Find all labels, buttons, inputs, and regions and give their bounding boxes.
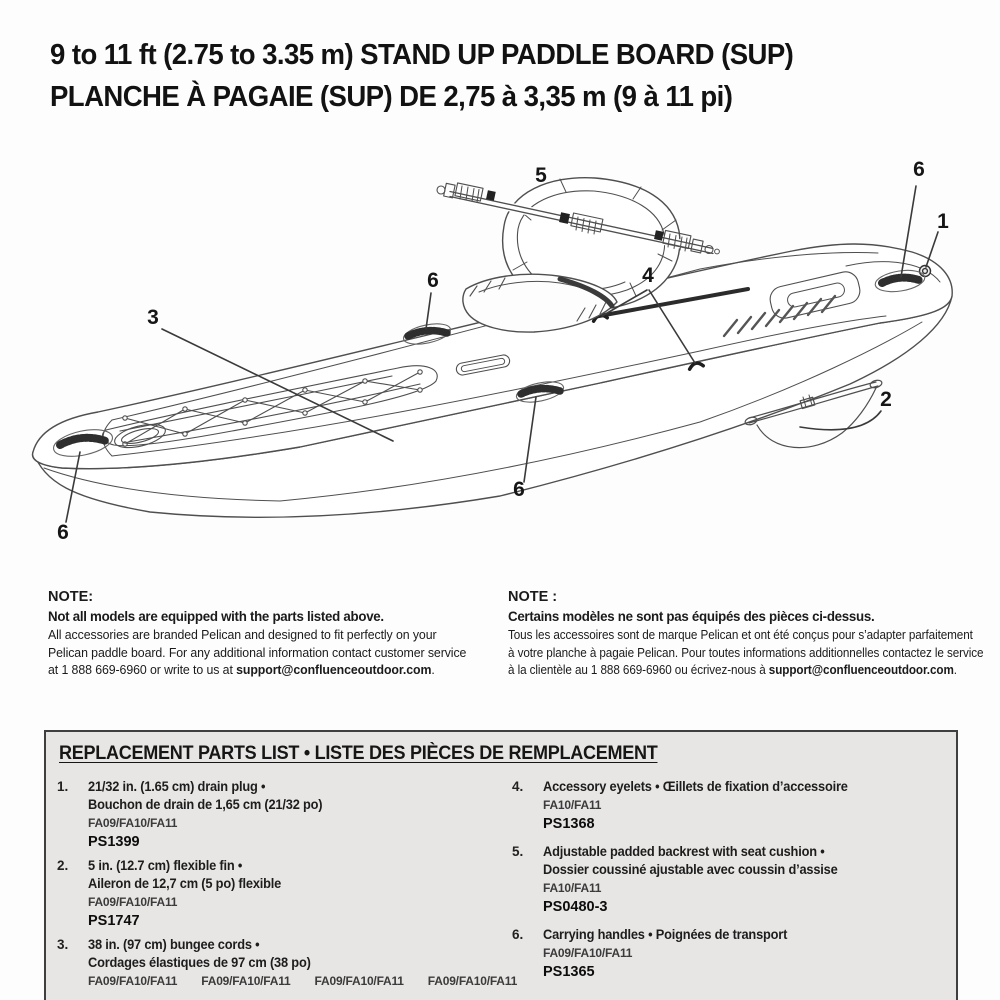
part-models: FA09/FA10/FA11: [88, 974, 178, 988]
parts-column-left: [57, 778, 518, 995]
note-fr: [508, 588, 984, 679]
callout-6-tail: 6: [57, 521, 69, 544]
part-models: FA09/FA10/FA11: [201, 974, 291, 988]
part-number-label: 5.: [512, 844, 524, 859]
part-models-row: [88, 972, 517, 990]
part-models: FA09/FA10/FA11: [314, 974, 404, 988]
parts-list-box: [44, 730, 958, 1000]
part-name-fr: Aileron de 12,7 cm (5 po) flexible: [88, 876, 282, 891]
part-item-6: [512, 926, 946, 982]
title-line-en: 9 to 11 ft (2.75 to 3.35 m) STAND UP PADDLE BOARD (SUP): [50, 39, 794, 71]
title-line-fr: PLANCHE À PAGAIE (SUP) DE 2,75 à 3,35 m (9 à 11 pi): [50, 81, 733, 113]
part-item-4: [512, 778, 946, 834]
part-models: FA10/FA11: [543, 881, 602, 895]
part-number-label: 2.: [57, 858, 69, 873]
part-name-en: Adjustable padded backrest with seat cushion •: [543, 844, 825, 859]
parts-list-header: REPLACEMENT PARTS LIST • LISTE DES PIÈCES DE REMPLACEMENT: [59, 743, 658, 764]
part-name-fr: Cordages élastiques de 97 cm (38 po): [88, 955, 311, 970]
diagram-area: [0, 130, 1000, 600]
note-fr-emphasis: Certains modèles ne sont pas équipés des pièces ci-dessus.: [508, 608, 875, 624]
page-title: [50, 34, 832, 118]
part-name-fr: Bouchon de drain de 1,65 cm (21/32 po): [88, 797, 323, 812]
note-fr-email: support@confluenceoutdoor.com: [768, 662, 954, 677]
part-name-fr: Dossier coussiné ajustable avec coussin d’assise: [543, 862, 838, 877]
callout-6-left-rail: 6: [427, 269, 439, 292]
part-code: PS1399: [88, 834, 140, 850]
note-en-email: support@confluenceoutdoor.com: [236, 662, 432, 677]
callout-1: 1: [937, 210, 949, 233]
part-item-1: [57, 778, 503, 852]
note-fr-heading: NOTE :: [508, 589, 558, 605]
note-en: [48, 588, 488, 679]
callout-3: 3: [147, 306, 159, 329]
part-name-en: 21/32 in. (1.65 cm) drain plug •: [88, 779, 266, 794]
part-code: PS1365: [543, 964, 595, 980]
part-name-en: 5 in. (12.7 cm) flexible fin •: [88, 858, 243, 873]
part-code: PS1747: [88, 913, 140, 929]
callout-6-nose: 6: [913, 158, 925, 181]
part-number-label: 1.: [57, 779, 69, 794]
part-name-en: Accessory eyelets • Œillets de fixation d’accessoire: [543, 779, 848, 794]
note-fr-body-line2: à votre planche à pagaie Pelican. Pour toutes informations additionnelles contactez le service: [508, 644, 984, 660]
note-en-body-line1: All accessories are branded Pelican and designed to fit perfectly on your: [48, 627, 437, 642]
part-code: PS0480-3: [543, 899, 608, 915]
drain-plug-part: [920, 266, 931, 277]
part-models: FA09/FA10/FA11: [543, 946, 633, 960]
part-number-label: 6.: [512, 927, 524, 942]
part-item-3: [57, 936, 518, 990]
note-en-body-line3: at 1 888 669-6960 or write to us at support@confluenceoutdoor.com.: [48, 662, 435, 677]
part-code: PS1368: [543, 816, 595, 832]
parts-column-right: [512, 778, 946, 987]
note-en-heading: NOTE:: [48, 589, 94, 605]
note-fr-body-line3: à la clientèle au 1 888 669-6960 ou écrivez-nous à support@confluenceoutdoor.com.: [508, 662, 957, 677]
part-item-2: [57, 857, 503, 931]
sup-diagram-drawing: [0, 130, 1000, 600]
part-item-5: [512, 843, 946, 917]
part-name-en: 38 in. (97 cm) bungee cords •: [88, 937, 260, 952]
part-models: FA09/FA10/FA11: [88, 816, 178, 830]
callout-5: 5: [535, 164, 547, 187]
note-en-emphasis: Not all models are equipped with the parts listed above.: [48, 608, 384, 624]
callout-6-right-rail: 6: [513, 478, 525, 501]
note-fr-body-line1: Tous les accessoires sont de marque Pelican et ont été conçus pour s’adapter parfaitement: [508, 627, 973, 642]
note-en-body-line2: Pelican paddle board. For any additional information contact customer service: [48, 644, 467, 660]
part-models: FA10/FA11: [543, 798, 602, 812]
part-number-label: 4.: [512, 779, 524, 794]
callout-2: 2: [880, 388, 892, 411]
part-name-en: Carrying handles • Poignées de transport: [543, 927, 788, 942]
callout-4: 4: [642, 264, 654, 287]
part-number-label: 3.: [57, 937, 69, 952]
part-models: FA09/FA10/FA11: [88, 895, 178, 909]
part-models: FA09/FA10/FA11: [427, 974, 518, 988]
